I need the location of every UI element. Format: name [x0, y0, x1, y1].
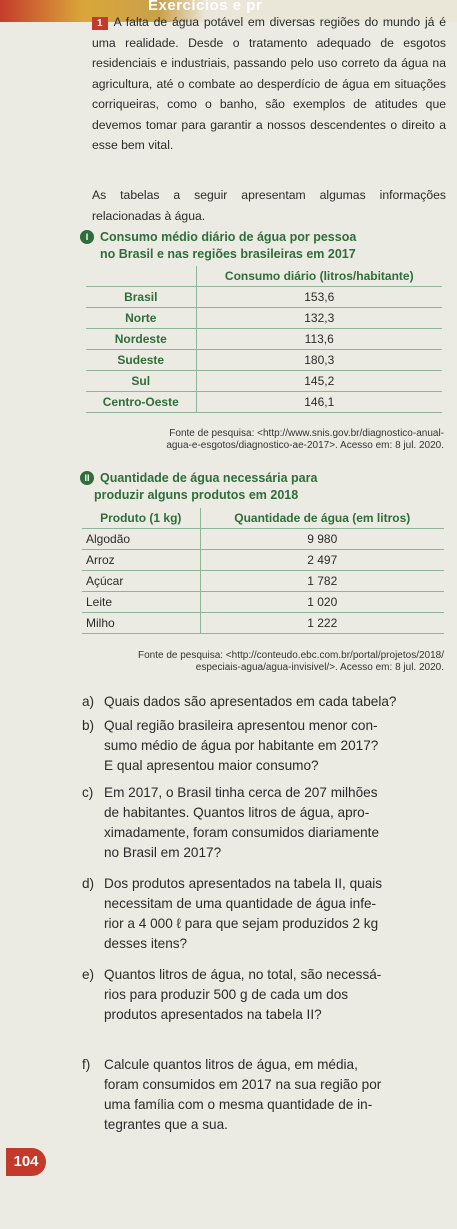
question-text: Calcule quantos litros de água, em média,	[104, 1057, 358, 1072]
table1	[86, 266, 442, 413]
question-text: desses itens?	[104, 936, 188, 951]
question-line	[82, 934, 448, 954]
table2-header-product: Produto (1 kg)	[82, 508, 200, 529]
question-label: b)	[82, 718, 95, 733]
question-line	[82, 965, 448, 985]
tables-intro: As tabelas a seguir apresentam algumas informações relacionadas à água.	[92, 188, 446, 223]
question-item	[82, 965, 448, 1025]
page-number: 104	[6, 1148, 46, 1176]
question-item	[82, 783, 448, 863]
table2-title: II Quantidade de água necessária para produzir alguns produtos em 2018	[80, 470, 317, 504]
question-item	[82, 692, 448, 712]
question-line	[82, 874, 448, 894]
table1-numeral: I	[80, 230, 94, 244]
table-row: Arroz 2 497	[82, 550, 444, 571]
question-text: foram consumidos em 2017 na sua região por	[104, 1077, 382, 1092]
table1-title: I Consumo médio diário de água por pessoa no Brasil e nas regiões brasileiras em 2017	[80, 229, 356, 263]
question-label: f)	[82, 1057, 91, 1072]
table1-source: Fonte de pesquisa: <http://www.snis.gov.br/diagnostico-anual- agua-e-esgotos/diagnostico-ae-2017>. Acesso em: 8 jul. 2020.	[166, 428, 444, 451]
question-text: necessitam de uma quantidade de água infe-	[104, 896, 377, 911]
question-line	[82, 692, 448, 712]
question-text: uma família com o mesma quantidade de in-	[104, 1097, 373, 1112]
question-line	[82, 756, 448, 776]
question-text: Quais dados são apresentados em cada tabela?	[104, 694, 397, 709]
table-row: Norte 132,3	[86, 308, 442, 329]
table1-column-header: Consumo diário (litros/habitante)	[196, 266, 442, 287]
table-row: Açúcar 1 782	[82, 571, 444, 592]
table-row: Sul 145,2	[86, 371, 442, 392]
question-number-badge: 1	[92, 17, 108, 30]
question-text: rios para produzir 500 g de cada um dos	[104, 987, 349, 1002]
table1-header-row	[86, 266, 442, 287]
question-text: de habitantes. Quantos litros de água, apro-	[104, 805, 370, 820]
question-line	[82, 716, 448, 736]
question-text: Qual região brasileira apresentou menor con-	[104, 718, 378, 733]
question-line	[82, 985, 448, 1005]
question-label: e)	[82, 967, 95, 982]
table-row: Sudeste 180,3	[86, 350, 442, 371]
question-line	[82, 736, 448, 756]
section-title: Exercícios e pr	[148, 0, 263, 14]
question-line	[82, 783, 448, 803]
question-text: Dos produtos apresentados na tabela II, quais	[104, 876, 383, 891]
intro-paragraph	[92, 12, 446, 156]
question-item	[82, 874, 448, 954]
question-text: ximadamente, foram consumidos diariamente	[104, 825, 380, 840]
question-label: a)	[82, 694, 95, 709]
table2-source: Fonte de pesquisa: <http://conteudo.ebc.com.br/portal/projetos/2018/ especiais-agua/agua-invisivel/>. Acesso em: 8 jul. 2020.	[137, 650, 444, 673]
question-item	[82, 716, 448, 776]
question-line	[82, 1095, 448, 1115]
table-row: Milho 1 222	[82, 613, 444, 634]
question-line	[82, 914, 448, 934]
question-label: c)	[82, 785, 94, 800]
question-line	[82, 1055, 448, 1075]
question-line	[82, 1005, 448, 1025]
table-row: Nordeste 113,6	[86, 329, 442, 350]
table2	[82, 508, 444, 634]
question-text: E qual apresentou maior consumo?	[104, 758, 319, 773]
table2-header-quantity: Quantidade de água (em litros)	[200, 508, 444, 529]
table2-numeral: II	[80, 471, 94, 485]
table-row: Centro-Oeste 146,1	[86, 392, 442, 413]
question-line	[82, 894, 448, 914]
question-line	[82, 803, 448, 823]
question-line	[82, 843, 448, 863]
question-line	[82, 1115, 448, 1135]
table2-header-row	[82, 508, 444, 529]
intro-text: A falta de água potável em diversas regiões do mundo já é uma realidade. Desde o tratamento adequado de esgotos residenciais e industriais, passando pelo uso correto da água na agricultura, até o combate ao desperdício de água em situações corriqueiras, como o banho, são exemplos de atitudes que devemos tomar para garantir a nossos descendentes o direito a esse bem vital.	[92, 15, 446, 152]
table-row: Leite 1 020	[82, 592, 444, 613]
question-text: produtos apresentados na tabela II?	[104, 1007, 322, 1022]
question-line	[82, 1075, 448, 1095]
question-text: Quantos litros de água, no total, são necessá-	[104, 967, 382, 982]
table-row: Brasil 153,6	[86, 287, 442, 308]
question-text: rior a 4 000 ℓ para que sejam produzidos 2 kg	[104, 916, 379, 931]
question-text: sumo médio de água por habitante em 2017?	[104, 738, 379, 753]
question-text: Em 2017, o Brasil tinha cerca de 207 milhões	[104, 785, 378, 800]
question-line	[82, 823, 448, 843]
question-item	[82, 1055, 448, 1135]
question-text: tegrantes que a sua.	[104, 1117, 228, 1132]
question-text: no Brasil em 2017?	[104, 845, 222, 860]
table-row: Algodão 9 980	[82, 529, 444, 550]
question-label: d)	[82, 876, 95, 891]
